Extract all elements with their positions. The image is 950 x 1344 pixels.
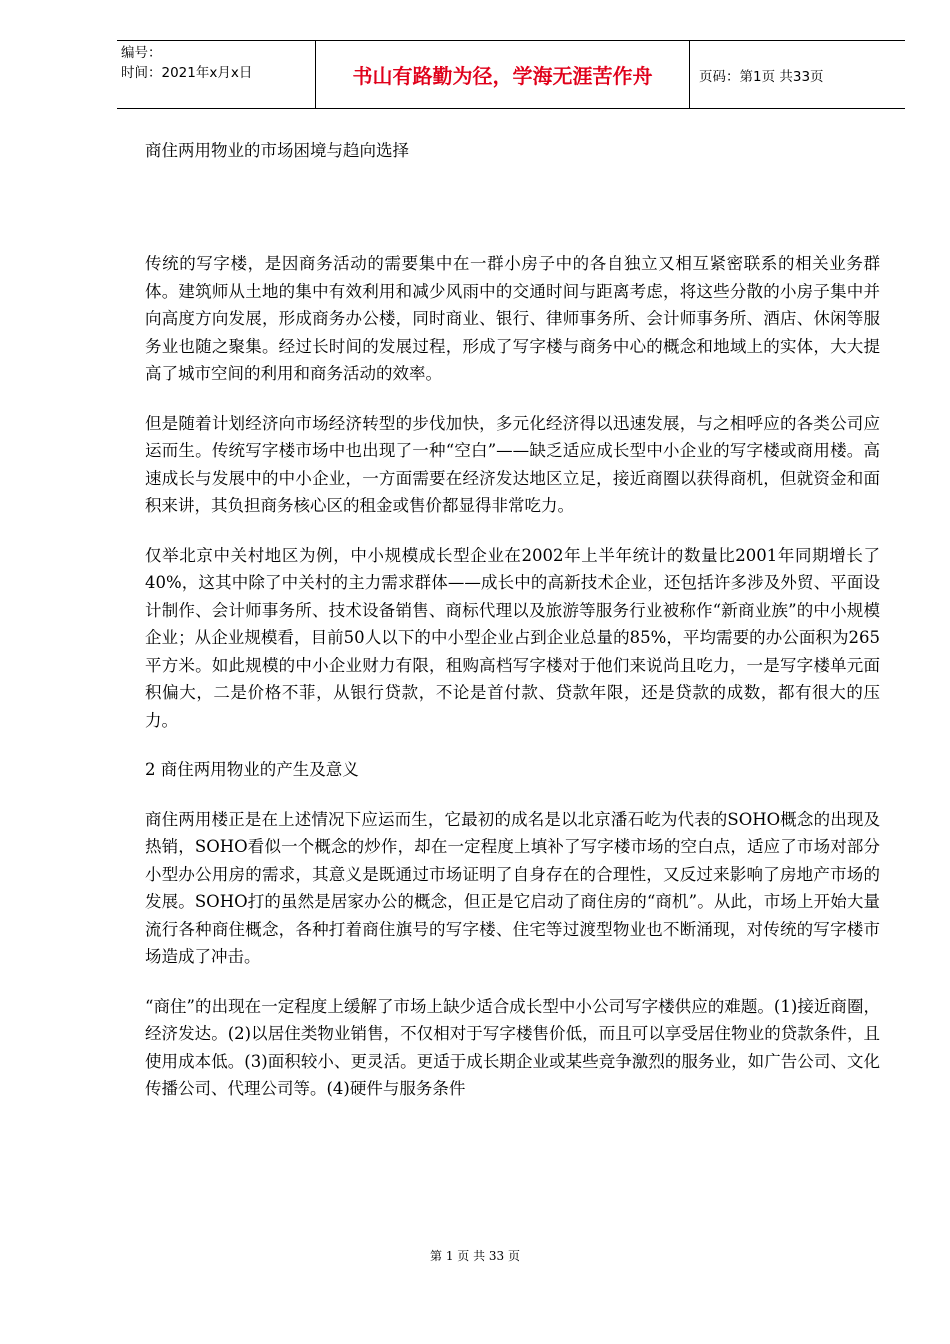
header-page-info: 页码：第1页 共33页 (699, 68, 824, 85)
serial-label: 编号： (121, 45, 162, 61)
document-title: 商住两用物业的市场困境与趋向选择 (145, 141, 409, 160)
page-footer: 第 1 页 共 33 页 (430, 1249, 520, 1263)
date-label: 时间：2021年x月x日 (121, 65, 253, 81)
header-motto: 书山有路勤为径，学海无涯苦作舟 (315, 41, 690, 108)
paragraph: 仅举北京中关村地区为例，中小规模成长型企业在2002年上半年统计的数量比2001年同期增长了40%，这其中除了中关村的主力需求群体——成长中的高新技术企业，还包括许多涉及外贸、平面设计制作、会计师事务所、技术设备销售、商标代理以及旅游等服务行业被称作“新商业族”的中小规模企业；从企业规模看，目前50人以下的中小型企业占到企业总量的85%，平均需要的办公面积为265平方米。如此规模的中小企业财力有限，租购高档写字楼对于他们来说尚且吃力，一是写字楼单元面积偏大，二是价格不菲，从银行贷款，不论是首付款、贷款年限，还是贷款的成数，都有很大的压力。 (145, 545, 880, 730)
page-header (117, 40, 905, 109)
paragraph: 传统的写字楼，是因商务活动的需要集中在一群小房子中的各自独立又相互紧密联系的相关业务群体。建筑师从土地的集中有效利用和减少风雨中的交通时间与距离考虑，将这些分散的小房子集中并向高度方向发展，形成商务办公楼，同时商业、银行、律师事务所、会计师事务所、酒店、休闲等服务业也随之聚集。经过长时间的发展过程，形成了写字楼与商务中心的概念和地域上的实体，大大提高了城市空间的利用和商务活动的效率。 (145, 254, 880, 383)
header-meta (117, 41, 313, 108)
paragraph: “商住”的出现在一定程度上缓解了市场上缺少适合成长型中小公司写字楼供应的难题。(1)接近商圈，经济发达。(2)以居住类物业销售，不仅相对于写字楼售价低，而且可以享受居住物业的贷款条件，且使用成本低。(3)面积较小、更灵活。更适于成长期企业或某些竞争激烈的服务业，如广告公司、文化传播公司、代理公司等。(4)硬件与服务条件 (145, 996, 880, 1098)
document-body (145, 140, 880, 1103)
section-heading: 2 商住两用物业的产生及意义 (145, 760, 359, 779)
paragraph: 但是随着计划经济向市场经济转型的步伐加快，多元化经济得以迅速发展，与之相呼应的各类公司应运而生。传统写字楼市场中也出现了一种“空白”——缺乏适应成长型中小企业的写字楼或商用楼。高速成长与发展中的中小企业，一方面需要在经济发达地区立足，接近商圈以获得商机，但就资金和面积来讲，其负担商务核心区的租金或售价都显得非常吃力。 (145, 413, 880, 515)
paragraph: 商住两用楼正是在上述情况下应运而生，它最初的成名是以北京潘石屹为代表的SOHO概念的出现及热销，SOHO看似一个概念的炒作，却在一定程度上填补了写字楼市场的空白点，适应了市场对部分小型办公用房的需求，其意义是既通过市场证明了自身存在的合理性，又反过来影响了房地产市场的发展。SOHO打的虽然是居家办公的概念，但正是它启动了商住房的“商机”。从此，市场上开始大量流行各种商住概念，各种打着商住旗号的写字楼、住宅等过渡型物业也不断涌现，对传统的写字楼市场造成了冲击。 (145, 809, 880, 966)
